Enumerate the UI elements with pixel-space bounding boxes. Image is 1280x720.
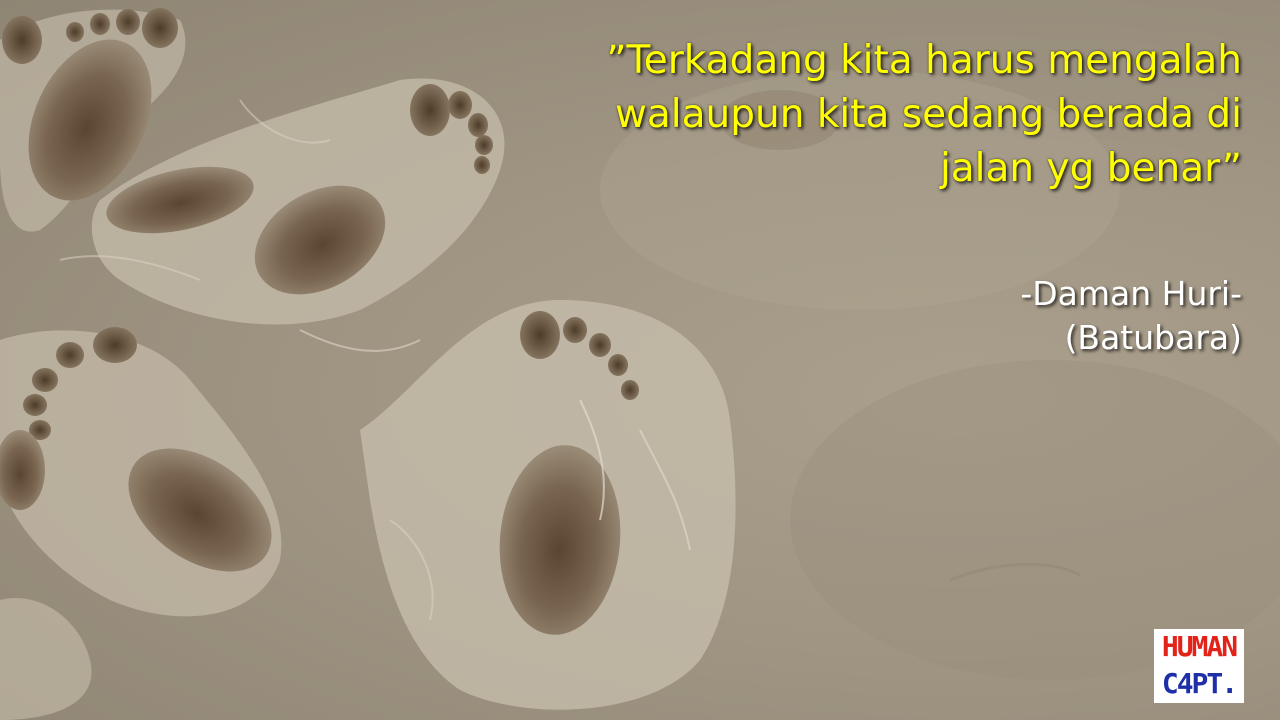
quote-line-1: ”Terkadang kita harus mengalah [606,38,1242,83]
human-capt-logo [1154,629,1244,703]
footprint-middle-top [92,78,505,324]
footprint-bottom-center [360,300,736,710]
quote-line-2: walaupun kita sedang berada di [614,92,1242,137]
logo-line-1: HUMAN [1161,630,1237,663]
logo-line-2: C4PT. [1161,667,1237,700]
quote-line-3: jalan yg benar” [939,146,1242,191]
author-origin: (Batubara) [1064,318,1242,357]
quote-attribution [842,272,1242,360]
quote-text [482,34,1242,196]
author-name: -Daman Huri- [1020,274,1242,313]
